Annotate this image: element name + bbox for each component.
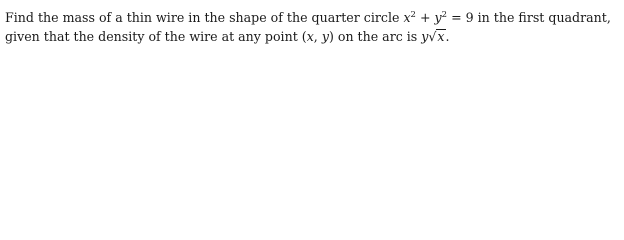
point-y: y bbox=[321, 29, 329, 44]
line2-text-after: . bbox=[445, 29, 450, 44]
eq-y: y bbox=[434, 10, 442, 25]
point-close-paren: ) bbox=[328, 29, 334, 44]
eq-plus: + bbox=[415, 10, 435, 25]
line1-text-before: Find the mass of a thin wire in the shape of the quarter circle bbox=[5, 10, 404, 25]
line1-text-after: in the first quadrant, bbox=[473, 10, 611, 25]
point-x: x bbox=[306, 29, 314, 44]
point-notation bbox=[302, 29, 334, 44]
line2-text-middle: on the arc is bbox=[333, 29, 422, 44]
eq-rest: = 9 bbox=[447, 10, 474, 25]
problem-line-2 bbox=[5, 27, 621, 46]
radical-sign: √ bbox=[428, 29, 437, 44]
point-comma: , bbox=[313, 29, 322, 44]
density-y: y bbox=[421, 29, 429, 44]
circle-equation bbox=[403, 10, 473, 25]
eq-exponent-2: 2 bbox=[441, 10, 448, 20]
eq-x: x bbox=[403, 10, 411, 25]
density-x: x bbox=[437, 29, 445, 44]
square-root bbox=[428, 27, 445, 46]
problem-statement bbox=[5, 8, 621, 46]
eq-exponent-1: 2 bbox=[410, 10, 416, 20]
density-expression bbox=[421, 29, 445, 44]
point-open-paren: ( bbox=[301, 29, 307, 44]
line2-text-before: given that the density of the wire at any point bbox=[5, 29, 302, 44]
problem-line-1 bbox=[5, 8, 621, 27]
